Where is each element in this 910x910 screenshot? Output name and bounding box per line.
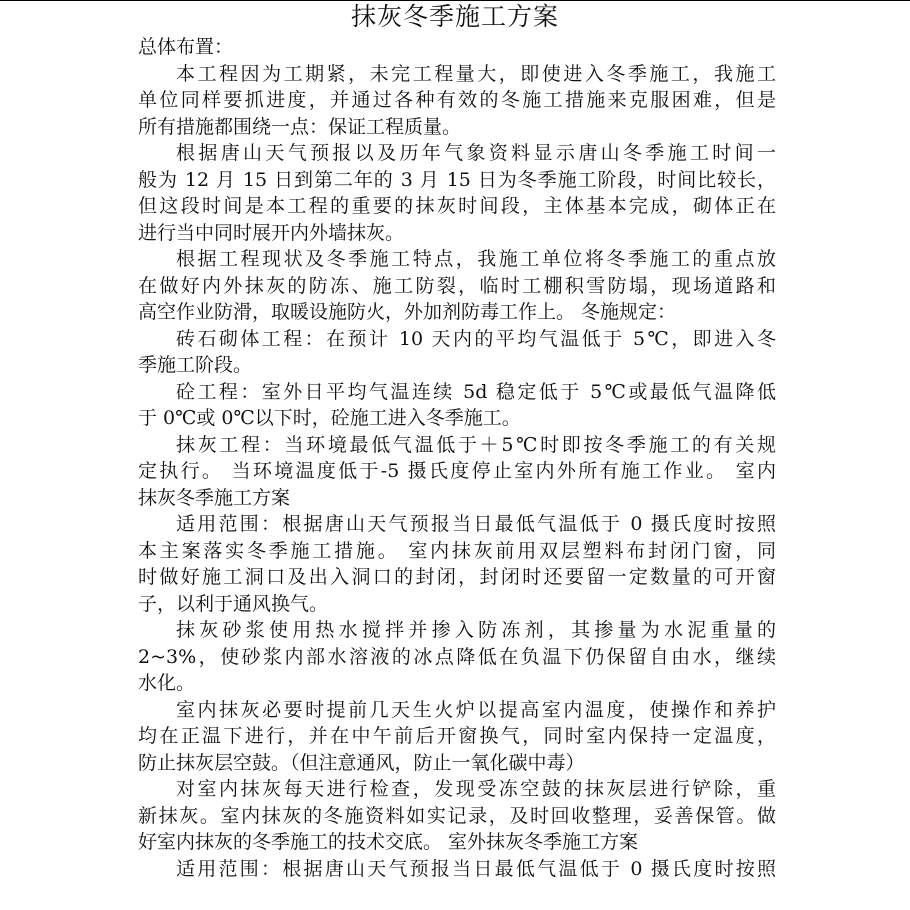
body-text-line: 高空作业防滑，取暖设施防火，外加剂防毒工作上。 冬施规定： [138, 301, 677, 323]
body-text-line: 抹灰工程：当环境最低气温低于＋5℃时即按冬季施工的有关规 [176, 433, 776, 456]
body-text-line: 时做好施工洞口及出入洞口的封闭，封闭时还要留一定数量的可开窗 [138, 566, 776, 588]
body-text-line: 抹灰冬季施工方案 [138, 486, 291, 509]
body-text-line: 于 0℃或 0℃以下时，砼施工进入冬季施工。 [138, 407, 521, 429]
body-text-line: 定执行。 当环境温度低于-5 摄氏度停止室内外所有施工作业。 室内 [138, 460, 776, 482]
document-body [138, 34, 776, 882]
body-text-line: 所有措施都围绕一点：保证工程质量。 [138, 115, 462, 138]
body-text-line: 均在正温下进行，并在中午前后开窗换气，同时室内保持一定温度， [138, 725, 776, 747]
body-text-line: 室内抹灰必要时提前几天生火炉以提高室内温度，使操作和养护 [176, 698, 776, 721]
body-text-line: 水化。 [138, 672, 196, 694]
body-text-line: 本主案落实冬季施工措施。 室内抹灰前用双层塑料布封闭门窗，同 [138, 539, 776, 562]
body-text-line: 砖石砌体工程：在预计 10 天内的平均气温低于 5℃，即进入冬 [176, 327, 776, 350]
body-text-line: 单位同样要抓进度，并通过各种有效的冬施工措施来克服困难，但是 [138, 89, 776, 111]
body-text-line: 新抹灰。室内抹灰的冬施资料如实记录，及时回收整理，妥善保管。做 [138, 804, 776, 827]
body-text-line: 根据唐山天气预报以及历年气象资料显示唐山冬季施工时间一 [176, 142, 776, 164]
body-text-line: 但这段时间是本工程的重要的抹灰时间段，主体基本完成，砌体正在 [138, 195, 776, 217]
body-text-line: 进行当中同时展开内外墙抹灰。 [138, 221, 405, 244]
body-text-line: 般为 12 月 15 日到第二年的 3 月 15 日为冬季施工阶段，时间比较长， [138, 168, 776, 191]
body-text-line: 防止抹灰层空鼓。（但注意通风，防止一氧化碳中毒） [138, 751, 585, 774]
body-text-line: 根据工程现状及冬季施工特点，我施工单位将冬季施工的重点放 [176, 248, 776, 270]
body-text-line: 季施工阶段。 [138, 354, 253, 376]
body-text-line: 2~3%，使砂浆内部水溶液的冰点降低在负温下仍保留自由水，继续 [138, 645, 776, 668]
body-text-line: 好室内抹灰的冬季施工的技术交底。 室外抹灰冬季施工方案 [138, 831, 639, 853]
body-text-line: 对室内抹灰每天进行检查，发现受冻空鼓的抹灰层进行铲除，重 [176, 778, 776, 800]
body-text-line: 适用范围：根据唐山天气预报当日最低气温低于 0 摄氏度时按照 [176, 513, 776, 535]
body-text-line: 抹灰砂浆使用热水搅拌并掺入防冻剂，其掺量为水泥重量的 [176, 619, 776, 641]
body-text-line: 砼工程：室外日平均气温连续 5d 稳定低于 5℃或最低气温降低 [176, 380, 776, 403]
body-text-line: 在做好内外抹灰的防冻、施工防裂，临时工棚积雪防塌，现场道路和 [138, 274, 776, 297]
body-text-line: 适用范围：根据唐山天气预报当日最低气温低于 0 摄氏度时按照 [176, 857, 776, 880]
body-text-line: 子，以利于通风换气。 [138, 592, 329, 615]
body-text-line: 总体布置： [138, 36, 234, 58]
document-title: 抹灰冬季施工方案 [350, 2, 559, 31]
body-text-line: 本工程因为工期紧，未完工程量大，即使进入冬季施工，我施工 [176, 62, 776, 85]
